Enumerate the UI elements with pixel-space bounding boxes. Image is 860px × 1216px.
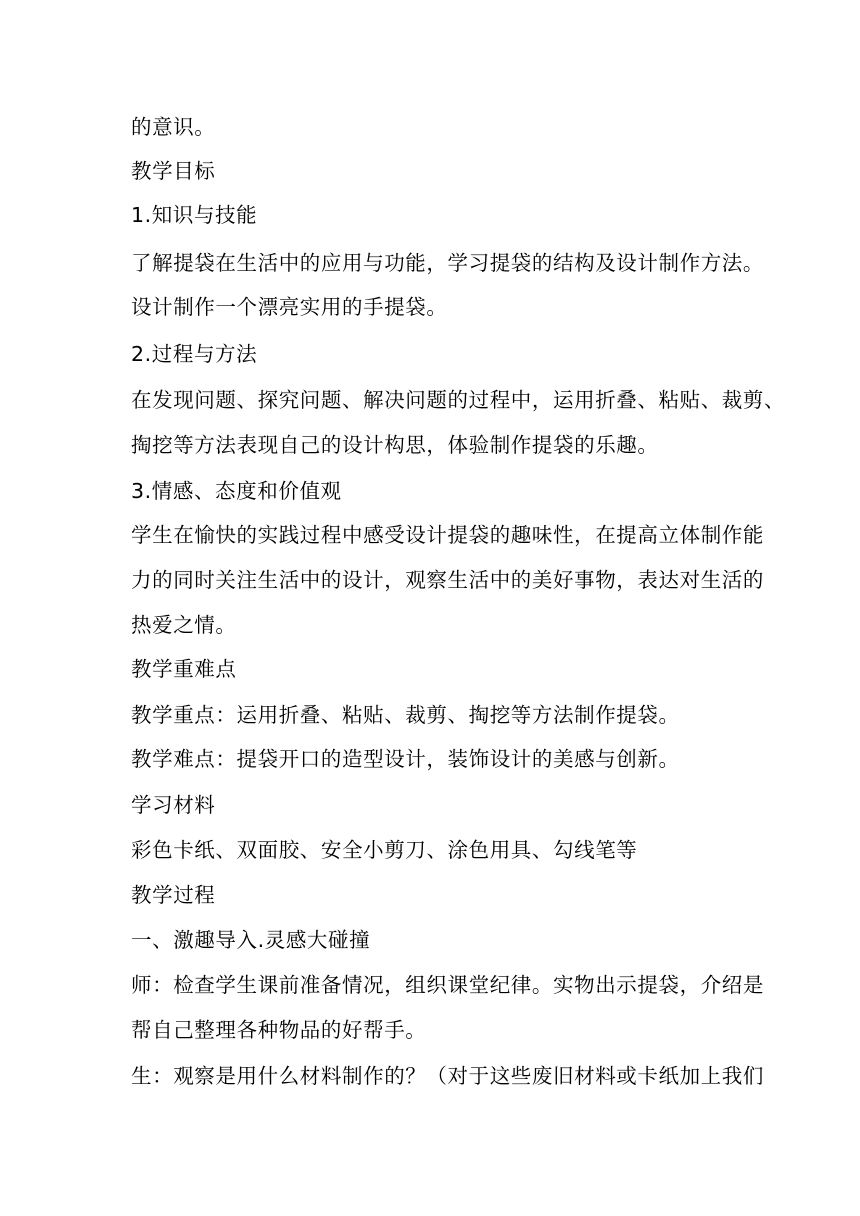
section-heading: 教学重难点 — [131, 657, 237, 681]
text-line: 生：观察是用什么材料制作的？（对于这些废旧材料或卡纸加上我们 — [131, 1064, 764, 1088]
text-line: 彩色卡纸、双面胶、安全小剪刀、涂色用具、勾线笔等 — [131, 838, 638, 862]
section-heading: 学习材料 — [131, 793, 216, 817]
text-line: 教学重点：运用折叠、粘贴、裁剪、掏挖等方法制作提袋。 — [131, 703, 680, 727]
text-line: 的意识。 — [131, 115, 216, 139]
text-line: 教学难点：提袋开口的造型设计，装饰设计的美感与创新。 — [131, 747, 680, 771]
section-heading: 教学目标 — [131, 159, 216, 183]
section-heading: 教学过程 — [131, 883, 216, 907]
text-line: 帮自己整理各种物品的好帮手。 — [131, 1018, 427, 1042]
subsection-heading: 2.过程与方法 — [131, 342, 258, 366]
text-line: 掏挖等方法表现自己的设计构思，体验制作提袋的乐趣。 — [131, 433, 659, 457]
text-line: 热爱之情。 — [131, 613, 237, 637]
subsection-heading: 1.知识与技能 — [131, 203, 258, 227]
text-line: 设计制作一个漂亮实用的手提袋。 — [131, 295, 448, 319]
subsection-heading: 一、激趣导入.灵感大碰撞 — [131, 928, 371, 952]
text-line: 了解提袋在生活中的应用与功能，学习提袋的结构及设计制作方法。 — [131, 251, 764, 275]
subsection-heading: 3.情感、态度和价值观 — [131, 479, 342, 503]
text-line: 师：检查学生课前准备情况，组织课堂纪律。实物出示提袋，介绍是 — [131, 973, 764, 997]
text-line: 学生在愉快的实践过程中感受设计提袋的趣味性，在提高立体制作能 — [131, 523, 764, 547]
text-line: 在发现问题、探究问题、解决问题的过程中，运用折叠、粘贴、裁剪、 — [131, 388, 786, 412]
text-line: 力的同时关注生活中的设计，观察生活中的美好事物，表达对生活的 — [131, 568, 764, 592]
